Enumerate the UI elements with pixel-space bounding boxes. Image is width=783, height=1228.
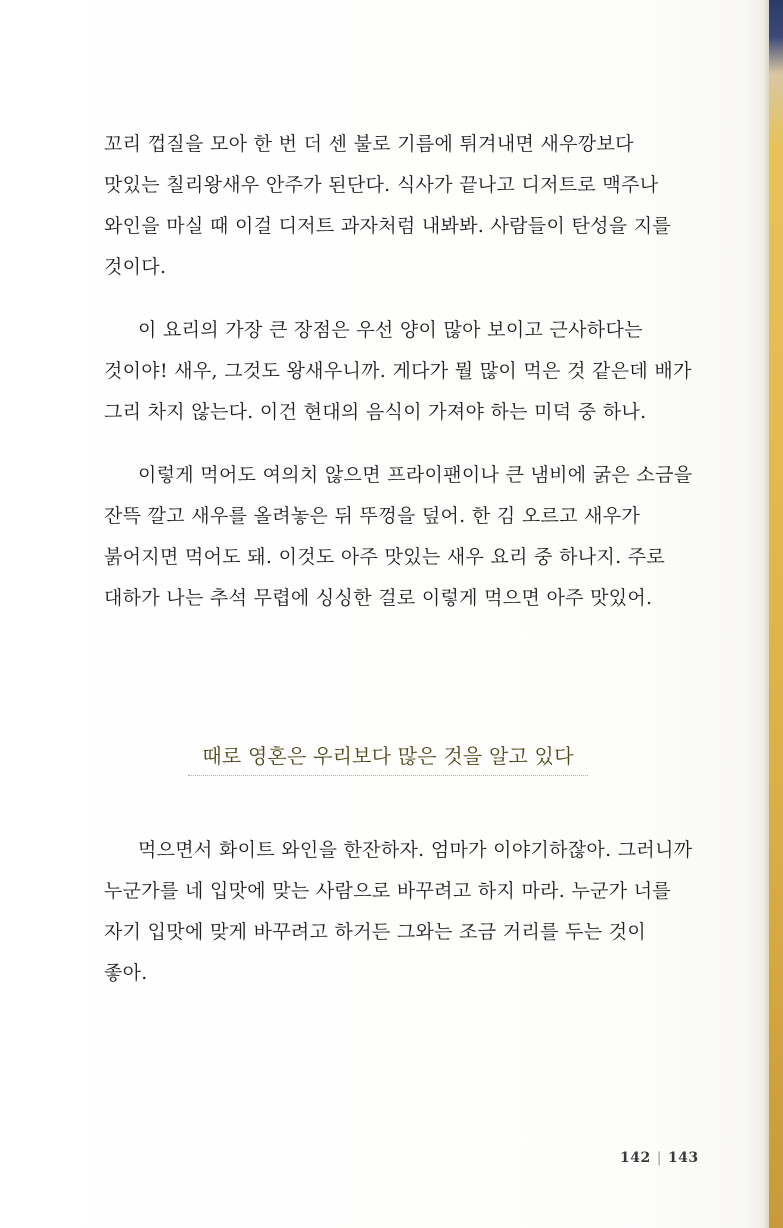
page-numbers [620, 1150, 699, 1166]
section-paragraph: 먹으면서 화이트 와인을 한잔하자. 엄마가 이야기하잖아. 그러니까 누군가를 네 입맛에 맞는 사람으로 바꾸려고 하지 마라. 누군가 너를 자기 입맛에 맞게 바꾸려고 하거든 그와는 조금 거리를 두는 것이 좋아. [104, 839, 693, 984]
page-number-separator: | [656, 1150, 662, 1166]
right-page-number: 143 [667, 1150, 699, 1166]
paragraph-2: 이 요리의 가장 큰 장점은 우선 양이 많아 보이고 근사하다는 것이야! 새우, 그것도 왕새우니까. 게다가 뭘 많이 먹은 것 같은데 배가 그리 차지 않는다. 이건 현대의 음식이 가져야 하는 미덕 중 하나. [104, 319, 692, 423]
paragraph-3: 이렇게 먹어도 여의치 않으면 프라이팬이나 큰 냄비에 굵은 소금을 잔뜩 깔고 새우를 올려놓은 뒤 뚜껑을 덮어. 한 김 오르고 새우가 붉어지면 먹어도 돼. 이것도 아주 맛있는 새우 요리 중 하나지. 주로 대하가 나는 추석 무렵에 싱싱한 걸로 이렇게 먹으면 아주 맛있어. [104, 464, 693, 609]
paragraph-1: 꼬리 껍질을 모아 한 번 더 센 불로 기름에 튀겨내면 새우깡보다 맛있는 칠리왕새우 안주가 된단다. 식사가 끝나고 디저트로 맥주나 와인을 마실 때 이걸 디저트 과자처럼 내봐봐. 사람들이 탄성을 지를 것이다. [104, 133, 672, 278]
left-page-number: 142 [620, 1150, 651, 1166]
section-heading: 때로 영혼은 우리보다 많은 것을 알고 있다 [188, 740, 588, 776]
main-body-text [104, 124, 694, 641]
book-cover-edge [769, 0, 783, 1228]
section-body-text [104, 830, 694, 994]
